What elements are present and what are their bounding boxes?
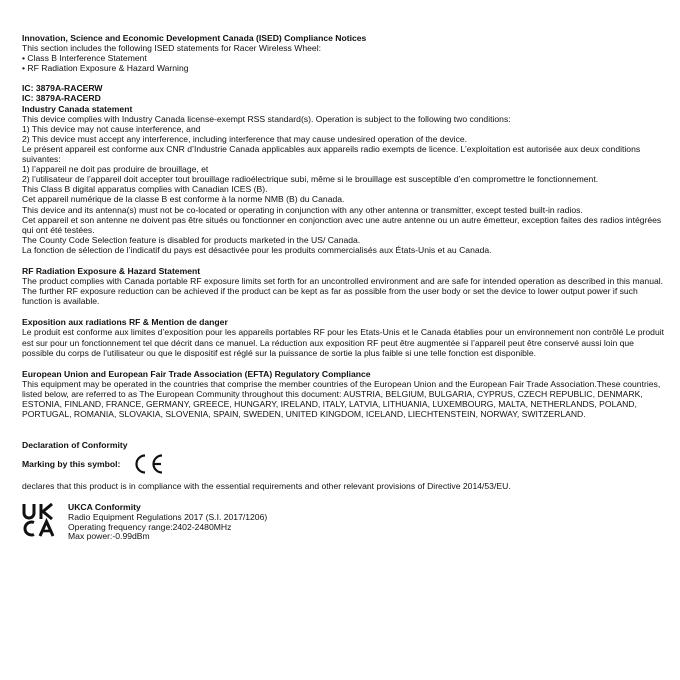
compliance-document [22, 33, 666, 542]
eu-text: This equipment may be operated in the countries that comprise the member countries of the European Union and the European Fair Trade Association.These countries, listed below, are referred to as The European Community throughout this document: AUSTRIA, BELGIUM, BULGARIA, CYPRUS, CZECH REPUBLIC, DENMARK, ESTONIA, FINLAND, FRANCE, GERMANY, GREECE, HUNGARY, IRELAND, ITALY, LATVIA, LITHUANIA, LUXEMBOURG, MALTA, NETHERLANDS, POLAND, PORTUGAL, ROMANIA, SLOVAKIA, SLOVENIA, SPAIN, SWEDEN, UNITED KINGDOM, ICELAND, LIECHTENSTEIN, NORWAY, SWITZERLAND. [22, 378, 661, 420]
ukca-block [22, 503, 666, 541]
ukca-mark-icon [22, 503, 56, 537]
ised-bullet: • Class B Interference Statement [22, 53, 147, 64]
ic-line: The County Code Selection feature is disabled for products marketed in the US/ Canada. [22, 234, 361, 245]
ised-heading: Innovation, Science and Economic Development Canada (ISED) Compliance Notices [22, 33, 367, 43]
ic-line: 2) l’utilisateur de l’appareil doit accepter tout brouillage radioélectrique subi, même si le brouillage est susceptible d’en compromettre le fonctionnement. [22, 174, 599, 185]
ukca-heading: UKCA Conformity [68, 502, 141, 513]
ic-line: 1) l’appareil ne doit pas produire de brouillage, et [22, 164, 209, 175]
ic-line: Cet appareil numérique de la classe B est conforme à la norme NMB (B) du Canada. [22, 194, 345, 205]
ic-line: 1) This device may not cause interference, and [22, 123, 201, 134]
ised-intro: This section includes the following ISED statements for Racer Wireless Wheel: [22, 43, 321, 54]
rf-text: The product complies with Canada portable RF exposure limits set forth for an uncontrolled environment and are safe for intended operation as described in this manual. The further RF exposure reduction can be achieved if the product can be kept as far as possible from the user body or set the device to lower output power if such function is available. [22, 276, 664, 307]
ic-id-racerw: IC: 3879A-RACERW [22, 83, 103, 94]
rf-fr-text: Le produit est conforme aux limites d’exposition pour les appareils portables RF pour les Etats-Unis et le Canada établies pour un environnement non contrôlé Le produit est sur pour un fonctionnement tel que décrit dans ce manuel. La réduction aux exposition RF peut être augmentée si l’appareil peut être conservé aussi loin que possible du corps de l’utilisateur ou que le dispositif est réglé sur la puissance de sortie la plus faible si une telle fonction est disponible. [22, 327, 665, 358]
marking-row [22, 450, 666, 478]
marking-label: Marking by this symbol: [22, 459, 121, 470]
ic-line: This device complies with Industry Canada license-exempt RSS standard(s). Operation is subject to the following two conditions: [22, 113, 511, 124]
ukca-line: Radio Equipment Regulations 2017 (S.I. 2017/1206) [68, 511, 268, 522]
eu-heading: European Union and European Fair Trade Association (EFTA) Regulatory Compliance [22, 368, 371, 379]
ce-mark-icon [130, 452, 166, 476]
ic-line: Le présent appareil est conforme aux CNR d’Industrie Canada applicables aux appareils radio exempts de licence. L’exploitation est autorisée aux deux conditions suivantes: [22, 143, 641, 165]
industry-canada-heading: Industry Canada statement [22, 103, 133, 114]
ukca-line: Operating frequency range:2402-2480MHz [68, 521, 232, 532]
rf-fr-heading: Exposition aux radiations RF & Mention de danger [22, 317, 228, 328]
ukca-line: Max power:-0.99dBm [68, 531, 150, 542]
ic-line: This device and its antenna(s) must not be co-located or operating in conjunction with any other antenna or transmitter, except tested built-in radios. [22, 204, 583, 215]
ic-line: This Class B digital apparatus complies with Canadian ICES (B). [22, 184, 268, 195]
declaration-heading: Declaration of Conformity [22, 440, 128, 451]
ic-line: 2) This device must accept any interference, including interference that may cause undesired operation of the device. [22, 133, 468, 144]
ic-id-racerd: IC: 3879A-RACERD [22, 93, 101, 104]
ic-line: Cet appareil et son antenne ne doivent pas être situés ou fonctionner en conjonction avec une autre antenne ou un autre émetteur, exception faites des radios intégrées qui ont été testées. [22, 214, 662, 235]
ukca-text-block [68, 503, 267, 541]
rf-heading: RF Radiation Exposure & Hazard Statement [22, 265, 201, 276]
ised-bullet: • RF Radiation Exposure & Hazard Warning [22, 63, 189, 74]
ic-line: La fonction de sélection de l’indicatif du pays est désactivée pour les produits commercialisés aux États-Unis et au Canada. [22, 244, 492, 255]
declaration-statement: declares that this product is in compliance with the essential requirements and other relevant provisions of Directive 2014/53/EU. [22, 481, 511, 492]
